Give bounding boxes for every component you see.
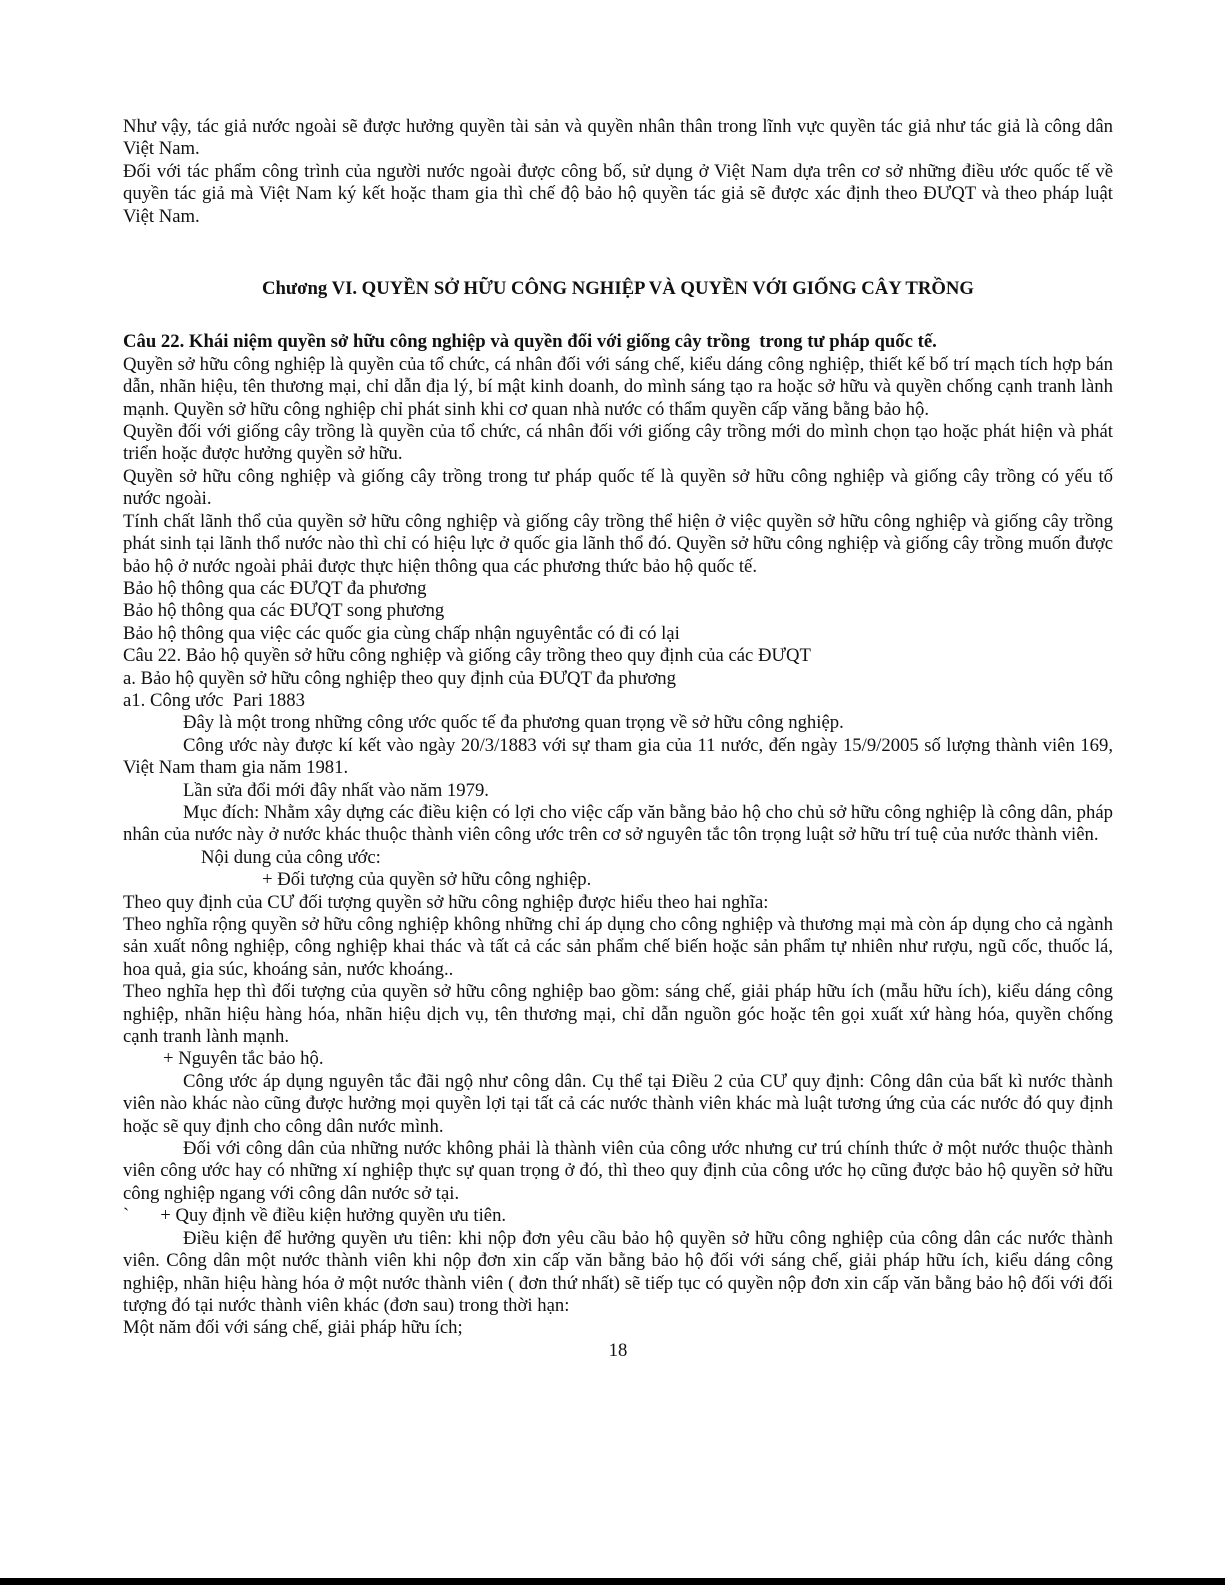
body-paragraph: Điều kiện để hưởng quyền ưu tiên: khi nộp đơn yêu cầu bảo hộ quyền sở hữu công nghiệp của công dân các nước thành viên. Công dân một nước thành viên khi nộp đơn xin cấp văn bằng bảo hộ đối với sáng chế, giải pháp hữu ích, kiểu dáng công nghiệp, nhãn hiệu hàng hóa ở một nước thành viên ( đơn thứ nhất) sẽ tiếp tục có quyền nộp đơn xin cấp văn bằng bảo hộ đối với đối tượng đó tại nước thành viên khác (đơn sau) trong thời hạn: [123,1227,1113,1316]
bullet-line [123,1205,1113,1227]
vertical-gap [123,228,1113,278]
list-line: Bảo hộ thông qua việc các quốc gia cùng chấp nhận nguyêntắc có đi có lại [123,622,680,644]
bullet-line: + Đối tượng của quyền sở hữu công nghiệp. [262,869,592,891]
backtick-char: ` [123,1205,130,1227]
list-line: Bảo hộ thông qua các ĐƯQT đa phương [123,577,427,599]
bullet-line-text: + Quy định về điều kiện hưởng quyền ưu tiên. [160,1205,507,1227]
body-paragraph: Theo quy định của CƯ đối tượng quyền sở hữu công nghiệp được hiểu theo hai nghĩa: [123,891,769,913]
scan-artifact-bar [0,1578,1225,1585]
page-number: 18 [608,1339,628,1361]
body-paragraph: Theo nghĩa hẹp thì đối tượng của quyền sở hữu công nghiệp bao gồm: sáng chế, giải pháp hữu ích (mẫu hữu ích), kiểu dáng công nghiệp, nhãn hiệu hàng hóa, nhãn hiệu dịch vụ, tên thương mại, chỉ dẫn nguồn góc hoặc tên gọi xuất xứ hàng hóa, quyền chống cạnh tranh lành mạnh. [123,981,1113,1048]
vertical-gap [123,300,1113,331]
body-paragraph: Quyền sở hữu công nghiệp và giống cây trồng trong tư pháp quốc tế là quyền sở hữu công nghiệp và giống cây trồng có yếu tố nước ngoài. [123,465,1113,510]
intro-paragraph: Đối với tác phẩm công trình của người nước ngoài được công bố, sử dụng ở Việt Nam dựa trên cơ sở những điều ước quốc tế về quyền tác giả mà Việt Nam ký kết hoặc tham gia thì chế độ bảo hộ quyền tác giả sẽ được xác định theo ĐƯQT và theo pháp luật Việt Nam. [123,160,1113,227]
body-paragraph: Quyền sở hữu công nghiệp là quyền của tổ chức, cá nhân đối với sáng chế, kiểu dáng công nghiệp, thiết kế bố trí mạch tích hợp bán dẫn, nhãn hiệu, tên thương mại, chỉ dẫn địa lý, bí mật kinh doanh, do mình sáng tạo ra hoặc sở hữu và quyền chống cạnh tranh lành mạnh. Quyền sở hữu công nghiệp chỉ phát sinh khi cơ quan nhà nước có thẩm quyền cấp văng bằng bảo hộ. [123,353,1113,420]
list-line: Bảo hộ thông qua các ĐƯQT song phương [123,600,445,622]
intro-paragraph: Như vậy, tác giả nước ngoài sẽ được hưởng quyền tài sản và quyền nhân thân trong lĩnh vực quyền tác giả như tác giả là công dân Việt Nam. [123,116,1113,160]
body-paragraph: Theo nghĩa rộng quyền sở hữu công nghiệp không những chỉ áp dụng cho công nghiệp và thương mại mà còn áp dụng cho cả ngành sản xuất nông nghiệp, công nghiệp khai thác và tất cả các sản phẩm chế biến hoặc sản phẩm tự nhiên như rượu, ngũ cốc, thuốc lá, hoa quả, gia súc, khoáng sản, nước khoáng.. [123,914,1113,980]
body-paragraph: Lần sửa đổi mới đây nhất vào năm 1979. [183,779,489,801]
section-line: a1. Công ước Pari 1883 [123,689,305,711]
body-paragraph: Đối với công dân của những nước không phải là thành viên của công ước nhưng cư trú chính thức ở một nước thuộc thành viên công ước hay có những xí nghiệp thực sự quan trọng ở đó, thì theo quy định của công ước họ cũng được bảo hộ quyền sở hữu công nghiệp ngang với công dân nước sở tại. [123,1138,1113,1204]
chapter-heading: Chương VI. QUYỀN SỞ HỮU CÔNG NGHIỆP VÀ QUYỀN VỚI GIỐNG CÂY TRỒNG [262,278,974,300]
body-paragraph: Công ước áp dụng nguyên tắc đãi ngộ như công dân. Cụ thể tại Điều 2 của CƯ quy định: Công dân của bất kì nước thành viên nào khác nào cũng được hưởng mọi quyền lợi tại tất cả các nước thành viên khác mà luật tương ứng của các nước đó quy định hoặc sẽ quy định cho công dân nước mình. [123,1070,1113,1137]
section-line: a. Bảo hộ quyền sở hữu công nghiệp theo quy định của ĐƯQT đa phương [123,667,676,689]
body-paragraph: Quyền đối với giống cây trồng là quyền của tổ chức, cá nhân đối với giống cây trồng mới do mình chọn tạo hoặc phát hiện và phát triển hoặc được hưởng quyền sở hữu. [123,421,1113,465]
body-paragraph: Đây là một trong những công ước quốc tế đa phương quan trọng về sở hữu công nghiệp. [183,712,844,734]
body-paragraph: Nội dung của công ước: [201,846,381,868]
bullet-line: + Nguyên tắc bảo hộ. [163,1048,324,1070]
document-content [123,116,1113,1362]
body-paragraph: Công ước này được kí kết vào ngày 20/3/1883 với sự tham gia của 11 nước, đến ngày 15/9/2005 số lượng thành viên 169, Việt Nam tham gia năm 1981. [123,734,1113,779]
question-heading: Câu 22. Khái niệm quyền sở hữu công nghiệp và quyền đối với giống cây trồng trong tư pháp quốc tế. [123,331,937,353]
section-line: Câu 22. Bảo hộ quyền sở hữu công nghiệp và giống cây trồng theo quy định của các ĐƯQT [123,645,811,667]
body-paragraph: Tính chất lãnh thổ của quyền sở hữu công nghiệp và giống cây trồng thể hiện ở việc quyền sở hữu công nghiệp và giống cây trồng phát sinh tại lãnh thổ nước nào thì chỉ có hiệu lực ở quốc gia lãnh thổ đó. Quyền sở hữu công nghiệp và giống cây trồng muốn được bảo hộ ở nước ngoài phải được thực hiện thông qua các phương thức bảo hộ quốc tế. [123,510,1113,577]
body-paragraph: Mục đích: Nhằm xây dựng các điều kiện có lợi cho việc cấp văn bằng bảo hộ cho chủ sở hữu công nghiệp là công dân, pháp nhân của nước này ở nước khác thuộc thành viên công ước trên cơ sở nguyên tắc tôn trọng luật sở hữu trí tuệ của nước thành viên. [123,801,1113,846]
body-paragraph: Một năm đối với sáng chế, giải pháp hữu ích; [123,1317,463,1339]
